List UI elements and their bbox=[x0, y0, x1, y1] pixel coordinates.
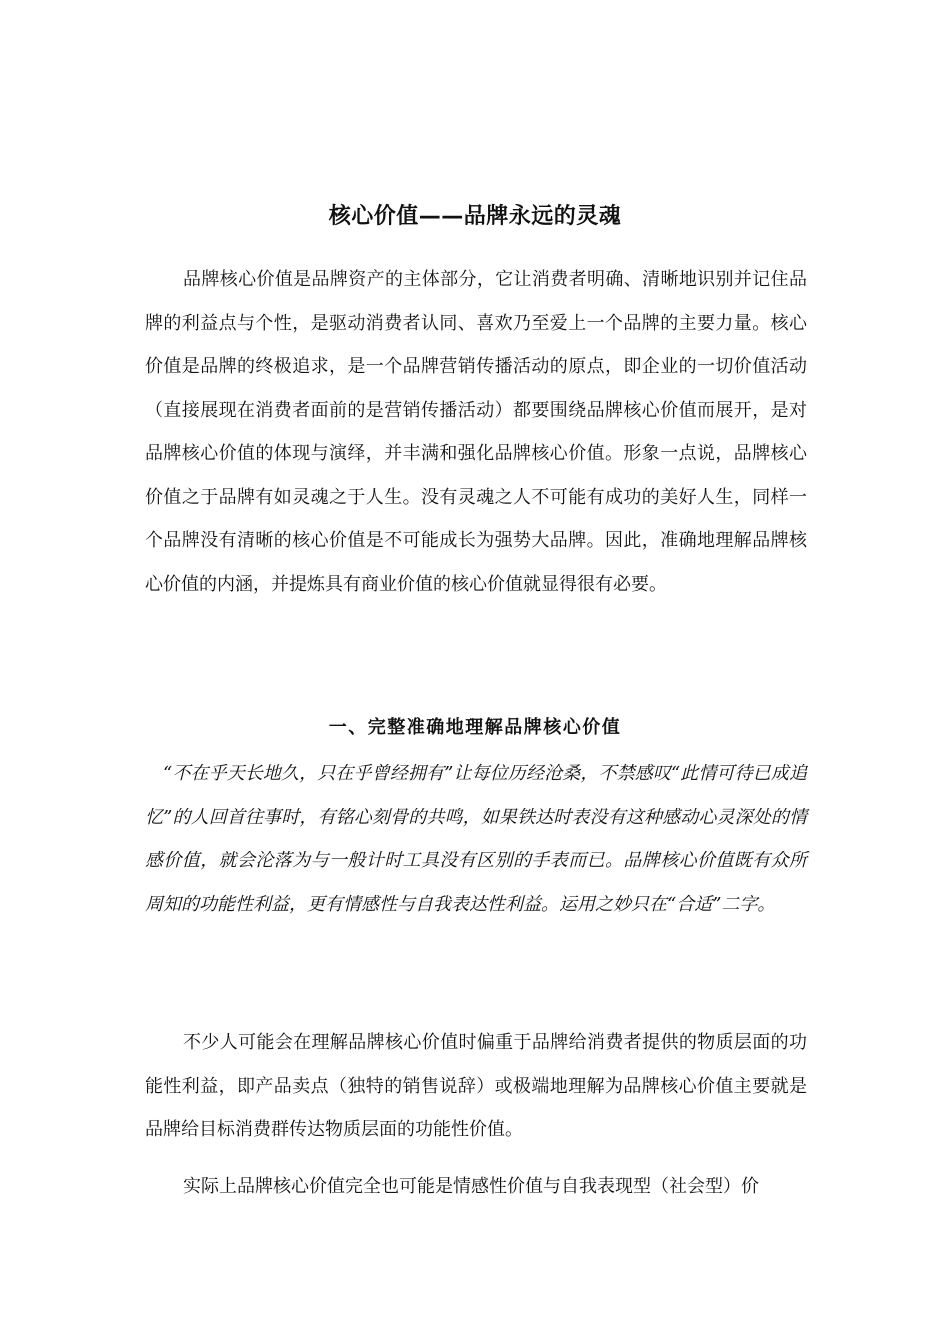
document-title: 核心价值——品牌永远的灵魂 bbox=[328, 204, 622, 229]
body-paragraph: 不少人可能会在理解品牌核心价值时偏重于品牌给消费者提供的物质层面的功能性利益，即产品卖点（独特的销售说辞）或极端地理解为品牌核心价值主要就是品牌给目标消费群传达物质层面的功能性价值。 bbox=[145, 1032, 807, 1140]
section-heading: 一、完整准确地理解品牌核心价值 bbox=[328, 717, 622, 738]
body-paragraph-continued: 实际上品牌核心价值完全也可能是情感性价值与自我表现型（社会型）价 bbox=[183, 1176, 759, 1197]
intro-paragraph: 品牌核心价值是品牌资产的主体部分，它让消费者明确、清晰地识别并记住品牌的利益点与个性，是驱动消费者认同、喜欢乃至爱上一个品牌的主要力量。核心价值是品牌的终极追求，是一个品牌营销传播活动的原点，即企业的一切价值活动（直接展现在消费者面前的是营销传播活动）都要围绕品牌核心价值而展开，是对品牌核心价值的体现与演绎，并丰满和强化品牌核心价值。形象一点说，品牌核心价值之于品牌有如灵魂之于人生。没有灵魂之人不可能有成功的美好人生，同样一个品牌没有清晰的核心价值是不可能成长为强势大品牌。因此，准确地理解品牌核心价值的内涵，并提炼具有商业价值的核心价值就显得很有必要。 bbox=[145, 269, 807, 595]
quote-paragraph: “不在乎天长地久，只在乎曾经拥有”让每位历经沧桑，不禁感叹“此情可待已成追忆”的人回首往事时，有铭心刻骨的共鸣，如果铁达时表没有这种感动心灵深处的情感价值，就会沦落为与一般计时工具没有区别的手表而已。品牌核心价值既有众所周知的功能性利益，更有情感性与自我表达性利益。运用之妙只在“合适”二字。 bbox=[145, 763, 807, 915]
